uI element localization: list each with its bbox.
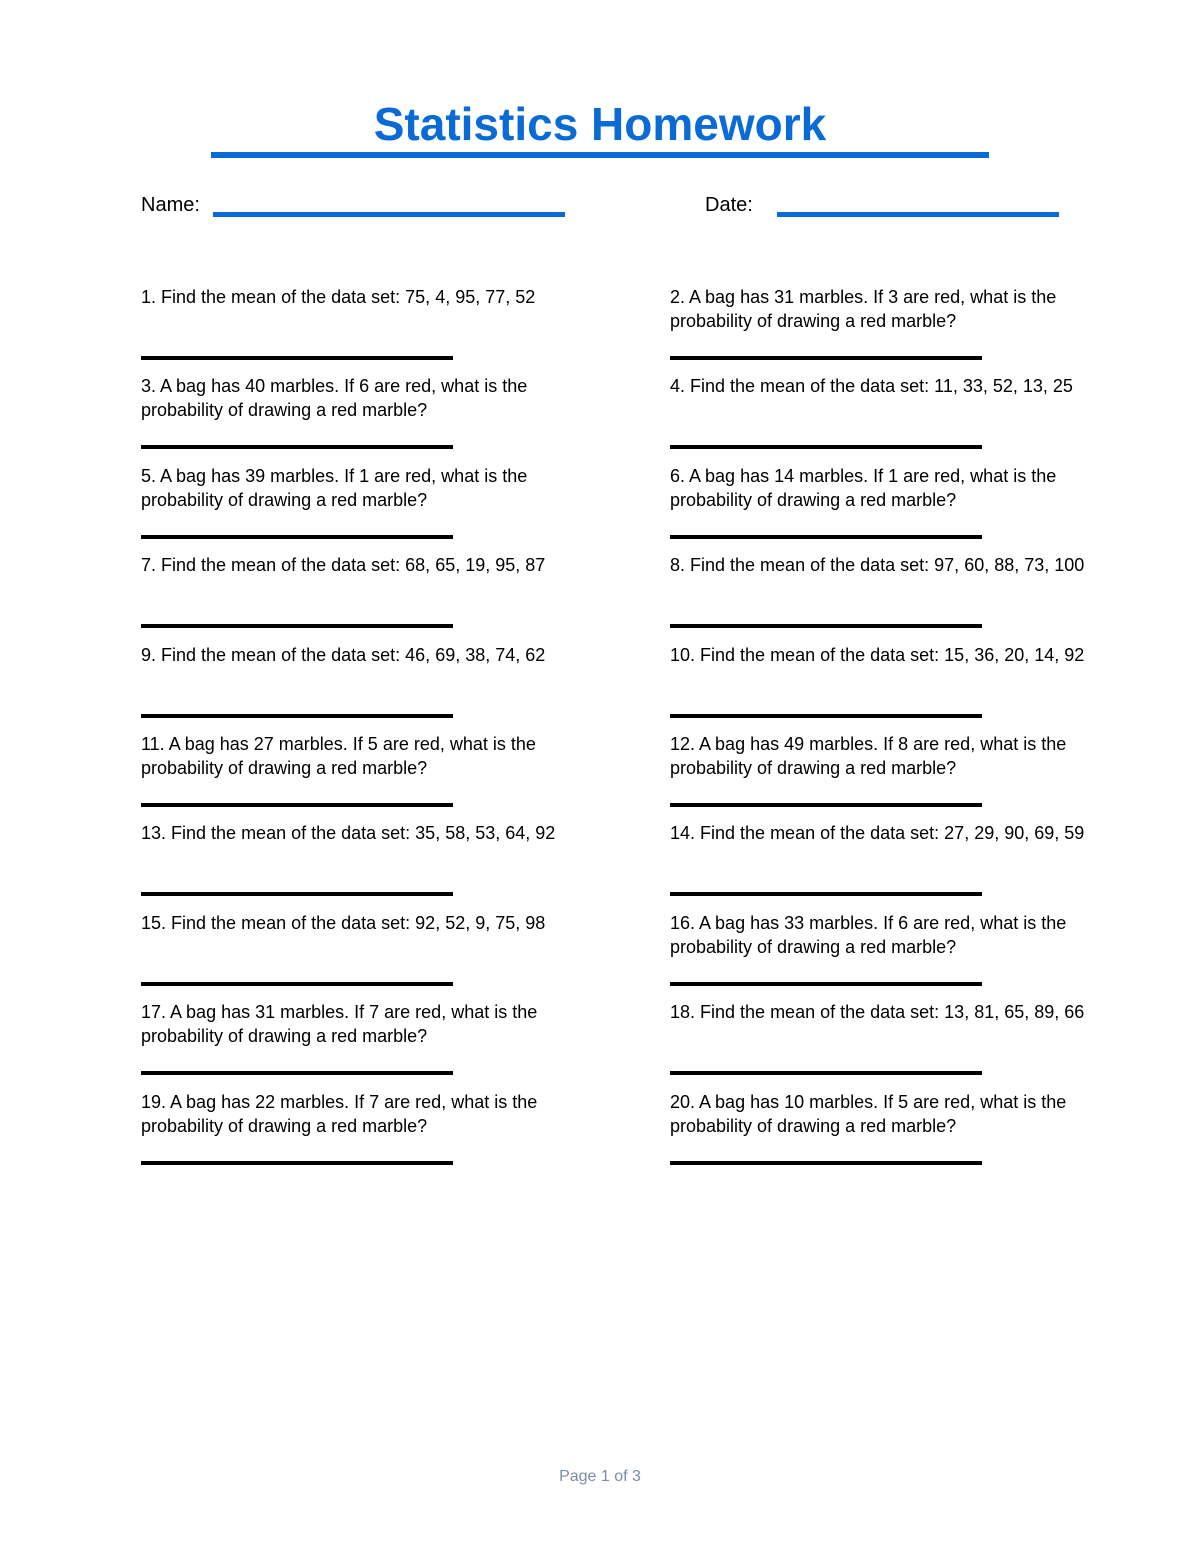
question-19: 19. A bag has 22 marbles. If 7 are red, what is the probability of drawing a red marble?: [141, 1091, 538, 1136]
question-20: 20. A bag has 10 marbles. If 5 are red, what is the probability of drawing a red marble?: [670, 1091, 1067, 1136]
answer-line-8[interactable]: [670, 624, 982, 628]
question-12: 12. A bag has 49 marbles. If 8 are red, what is the probability of drawing a red marble?: [670, 734, 1067, 778]
question-17: 17. A bag has 31 marbles. If 7 are red, what is the probability of drawing a red marble?: [141, 1002, 538, 1047]
question-9: 9. Find the mean of the data set: 46, 69, 38, 74, 62: [141, 644, 546, 665]
question-2: 2. A bag has 31 marbles. If 3 are red, what is the probability of drawing a red marble?: [670, 287, 1057, 331]
question-6: 6. A bag has 14 marbles. If 1 are red, what is the probability of drawing a red marble?: [670, 465, 1057, 510]
page-number: Page 1 of 3: [559, 1468, 641, 1485]
answer-line-14[interactable]: [670, 892, 982, 896]
question-11: 11. A bag has 27 marbles. If 5 are red, what is the probability of drawing a red marble?: [141, 734, 536, 778]
answer-line-1[interactable]: [141, 356, 453, 360]
name-label: Name:: [141, 194, 200, 216]
answer-line-19[interactable]: [141, 1161, 453, 1165]
answer-line-5[interactable]: [141, 535, 453, 539]
date-field-line[interactable]: [777, 212, 1059, 217]
answer-line-13[interactable]: [141, 892, 453, 896]
question-1: 1. Find the mean of the data set: 75, 4, 95, 77, 52: [141, 287, 536, 307]
answer-line-16[interactable]: [670, 982, 982, 986]
answer-line-20[interactable]: [670, 1161, 982, 1165]
question-5: 5. A bag has 39 marbles. If 1 are red, what is the probability of drawing a red marble?: [141, 465, 528, 510]
question-16: 16. A bag has 33 marbles. If 6 are red, what is the probability of drawing a red marble?: [670, 912, 1067, 957]
answer-line-12[interactable]: [670, 803, 982, 807]
answer-line-18[interactable]: [670, 1071, 982, 1075]
answer-line-10[interactable]: [670, 714, 982, 718]
question-18: 18. Find the mean of the data set: 13, 81, 65, 89, 66: [670, 1002, 1085, 1023]
question-14: 14. Find the mean of the data set: 27, 29, 90, 69, 59: [670, 823, 1085, 844]
question-13: 13. Find the mean of the data set: 35, 58, 53, 64, 92: [141, 823, 556, 844]
question-3: 3. A bag has 40 marbles. If 6 are red, what is the probability of drawing a red marble?: [141, 376, 528, 421]
question-8: 8. Find the mean of the data set: 97, 60, 88, 73, 100: [670, 555, 1085, 576]
answer-line-17[interactable]: [141, 1071, 453, 1075]
answer-line-3[interactable]: [141, 445, 453, 449]
question-4: 4. Find the mean of the data set: 11, 33, 52, 13, 25: [670, 376, 1073, 397]
question-15: 15. Find the mean of the data set: 92, 52, 9, 75, 98: [141, 912, 546, 933]
answer-line-7[interactable]: [141, 624, 453, 628]
answer-line-4[interactable]: [670, 445, 982, 449]
answer-line-6[interactable]: [670, 535, 982, 539]
question-7: 7. Find the mean of the data set: 68, 65, 19, 95, 87: [141, 555, 546, 576]
page-title: Statistics Homework: [373, 98, 827, 150]
answer-line-2[interactable]: [670, 356, 982, 360]
answer-line-11[interactable]: [141, 803, 453, 807]
answer-line-9[interactable]: [141, 714, 453, 718]
title-underline: [211, 152, 989, 158]
name-field-line[interactable]: [213, 212, 565, 217]
date-label: Date:: [705, 194, 753, 216]
answer-line-15[interactable]: [141, 982, 453, 986]
question-10: 10. Find the mean of the data set: 15, 36, 20, 14, 92: [670, 644, 1085, 665]
